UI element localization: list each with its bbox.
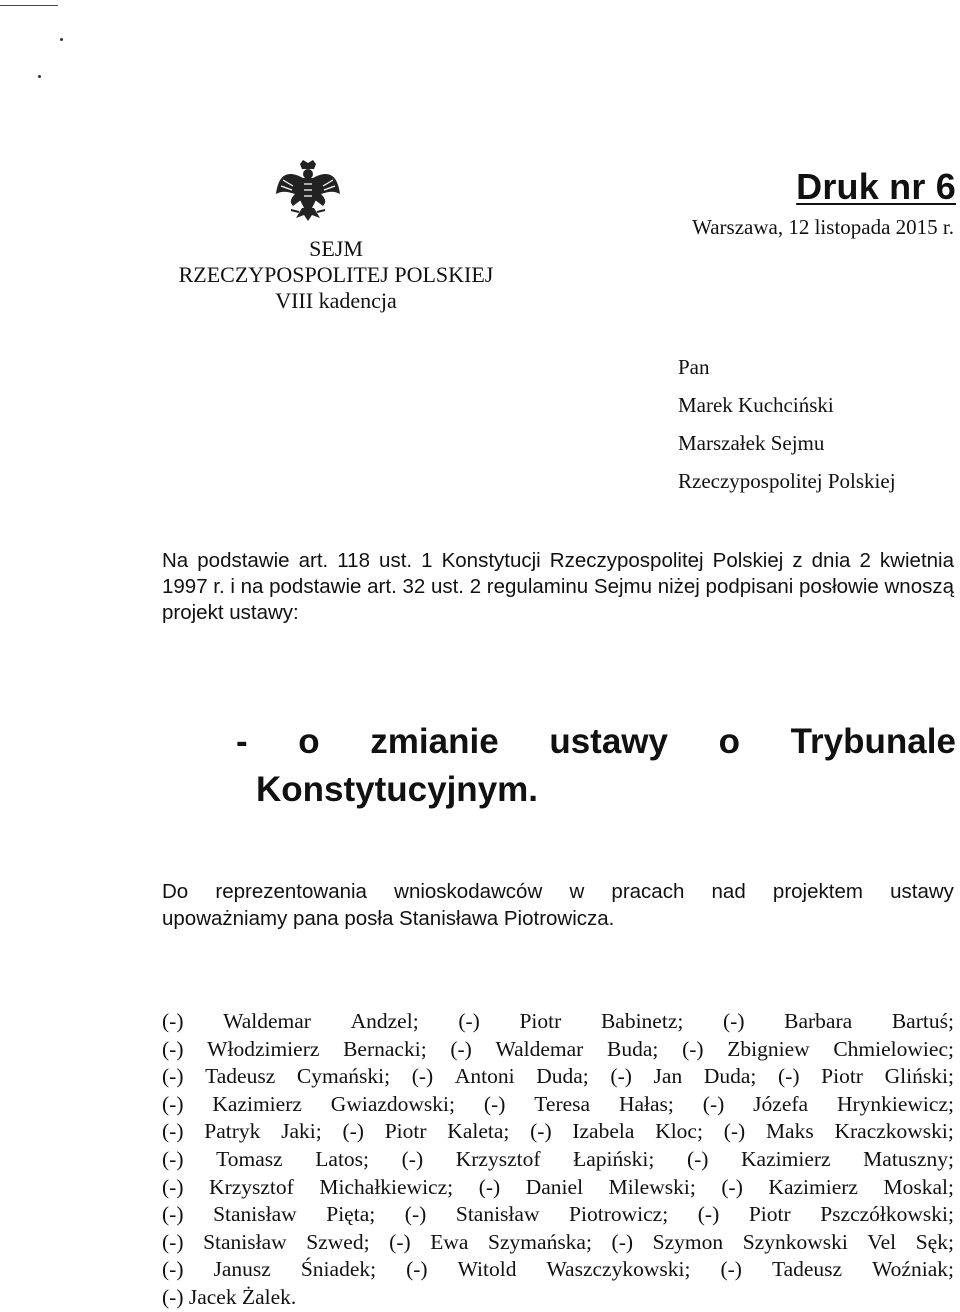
scan-speck — [60, 38, 63, 41]
word: reprezentowania — [215, 880, 367, 903]
signatory-word: (-) — [721, 1174, 743, 1199]
signatory-word: Kloc; — [655, 1119, 703, 1144]
signatory-word: Krzysztof — [209, 1174, 294, 1199]
signatory-line — [162, 1118, 954, 1146]
signatory-word: (-) — [162, 1174, 184, 1199]
signatory-word: Izabela — [572, 1119, 635, 1144]
signatory-word: (-) — [697, 1202, 720, 1227]
signatory-word: Maks — [765, 1119, 814, 1144]
signatory-word: Matuszny; — [863, 1146, 954, 1171]
signatory-word: (-) — [611, 1229, 634, 1254]
representation-paragraph — [162, 878, 954, 932]
print-number: Druk nr 6 — [796, 166, 956, 207]
institution-line: SEJM — [309, 236, 363, 261]
signatory-line — [162, 1256, 954, 1284]
signatory-word: (-) — [458, 1009, 480, 1033]
signatory-word: Tomasz — [216, 1146, 283, 1171]
signatory-word: (-) — [404, 1202, 427, 1227]
bill-title-line — [236, 718, 956, 766]
signatory-word: Hałas; — [618, 1091, 674, 1116]
signatory-word: Jan — [653, 1064, 683, 1089]
intro-paragraph: Na podstawie art. 118 ust. 1 Konstytucji Rzeczypospolitej Polskiej z dnia 2 kwietnia 1997 r. i na podstawie art. 32 ust. 2 regulaminu Sejmu niżej podpisani posłowie wnoszą projekt ustawy: — [162, 549, 954, 624]
date-line: Warszawa, 12 listopada 2015 r. — [692, 215, 954, 239]
representation-line — [162, 878, 954, 905]
bill-title — [236, 718, 956, 814]
signatory-word: Witold — [457, 1257, 517, 1282]
signatory-word: (-) — [610, 1064, 632, 1089]
signatory-word: Waldemar — [495, 1036, 584, 1061]
signatory-word: (-) — [162, 1146, 184, 1171]
signatory-word: (-) — [450, 1036, 472, 1061]
signatory-word: (-) — [162, 1036, 184, 1061]
signatory-word: Gliński; — [884, 1064, 954, 1089]
signatory-word: Antoni — [454, 1064, 515, 1089]
signatory-line — [162, 1229, 954, 1257]
signatory-line — [162, 1174, 954, 1202]
signatory-word: Patryk — [204, 1119, 261, 1144]
signatory-word: Kaleta; — [447, 1119, 510, 1144]
word: nad — [711, 880, 746, 903]
signatory-word: Andzel; — [350, 1009, 419, 1033]
signatory-word: Michałkiewicz; — [319, 1174, 454, 1199]
signatory-word: (-) — [162, 1009, 184, 1033]
signatory-word: Babinetz; — [600, 1009, 684, 1033]
title-word: o — [298, 722, 320, 761]
signatory-word: Gwiazdowski; — [330, 1091, 455, 1116]
signatory-word: Bartuś; — [891, 1009, 954, 1033]
signatory-word: (-) — [483, 1091, 506, 1116]
signatories-list — [162, 1008, 954, 1312]
signatory-word: Śniadek; — [300, 1257, 377, 1282]
polish-eagle-emblem-icon — [275, 160, 341, 222]
signatory-word: (-) — [411, 1064, 434, 1089]
word: pracach — [611, 880, 685, 903]
signatory-word: Jaki; — [281, 1119, 322, 1144]
signatory-word: Duda; — [536, 1064, 589, 1089]
signatory-word: Tadeusz — [205, 1064, 276, 1089]
signatory-word: Latos; — [315, 1146, 370, 1171]
signatory-word: Józefa — [753, 1091, 809, 1116]
signatory-word: Cymański; — [296, 1064, 391, 1089]
addressee-line: Marek Kuchciński — [678, 393, 834, 417]
title-word: ustawy — [549, 722, 668, 761]
signatory-word: (-) — [682, 1036, 704, 1061]
signatory-word: (-) — [720, 1257, 742, 1282]
signatory-word: (-) — [162, 1229, 184, 1254]
signatory-word: (-) — [530, 1119, 552, 1144]
signatory-word: Vel — [867, 1229, 897, 1254]
signatory-word: Sęk; — [915, 1229, 954, 1254]
title-word: o — [718, 722, 740, 761]
signatory-word: Bernacki; — [343, 1036, 427, 1061]
signatory-word: Piotr — [748, 1202, 791, 1227]
institution-line: RZECZYPOSPOLITEJ POLSKIEJ — [178, 262, 494, 287]
signatory-word: (-) — [478, 1174, 501, 1199]
signatory-word: Buda; — [607, 1036, 659, 1061]
signatory-word: Kazimierz — [741, 1146, 831, 1171]
signatory-word: Hrynkiewicz; — [836, 1091, 954, 1116]
signatory-line: (-) Jacek Żalek. — [162, 1284, 297, 1309]
signatory-word: Waldemar — [223, 1009, 311, 1033]
signatory-line — [162, 1091, 954, 1119]
signatory-word: (-) — [406, 1257, 428, 1282]
signatory-word: (-) — [162, 1064, 184, 1089]
signatory-word: Stanisław — [213, 1202, 297, 1227]
signatory-word: Stanisław — [203, 1229, 287, 1254]
bill-title-line: Konstytucyjnym. — [256, 770, 538, 809]
word: projektem — [772, 880, 863, 903]
word: w — [569, 880, 585, 903]
signatory-word: Włodzimierz — [207, 1036, 320, 1061]
signatory-word: (-) — [401, 1146, 424, 1171]
signatory-line — [162, 1146, 954, 1174]
signatory-word: (-) — [162, 1202, 184, 1227]
signatory-word: (-) — [162, 1119, 184, 1144]
title-word: - — [236, 722, 248, 761]
signatory-line — [162, 1008, 954, 1036]
signatory-line — [162, 1036, 954, 1064]
signatory-line — [162, 1201, 954, 1229]
signatory-word: Kazimierz — [212, 1091, 302, 1116]
word: wnioskodawców — [394, 880, 543, 903]
signatory-word: (-) — [723, 1009, 745, 1033]
signatory-word: (-) — [778, 1064, 800, 1089]
title-word: zmianie — [370, 722, 499, 761]
signatory-word: (-) — [723, 1119, 746, 1144]
addressee-line: Rzeczypospolitej Polskiej — [678, 469, 896, 493]
scan-speck — [38, 75, 41, 78]
signatory-word: Szymańska; — [488, 1229, 592, 1254]
signatory-word: Krzysztof — [455, 1146, 541, 1171]
signatory-word: Piotr — [384, 1119, 427, 1144]
signatory-word: Łapiński; — [573, 1146, 655, 1171]
addressee-block — [678, 354, 896, 506]
signatory-word: Piotrowicz; — [569, 1202, 669, 1227]
institution-header — [166, 236, 506, 314]
signatory-word: (-) — [686, 1146, 709, 1171]
signatory-word: Stanisław — [455, 1202, 540, 1227]
word: ustawy — [890, 880, 954, 903]
signatory-line — [162, 1063, 954, 1091]
signatory-word: Teresa — [534, 1091, 591, 1116]
signatory-word: Moskal; — [883, 1174, 954, 1199]
signatory-word: Kraczkowski; — [834, 1119, 954, 1144]
signatory-word: Piotr — [821, 1064, 863, 1089]
signatory-word: Janusz — [213, 1257, 271, 1282]
signatory-word: Woźniak; — [872, 1257, 954, 1282]
addressee-line: Pan — [678, 355, 710, 379]
scan-edge-line — [0, 5, 58, 6]
addressee-line: Marszałek Sejmu — [678, 431, 825, 455]
signatory-word: (-) — [162, 1257, 184, 1282]
word: Do — [162, 880, 189, 903]
signatory-word: Waszczykowski; — [546, 1257, 691, 1282]
signatory-word: Daniel — [525, 1174, 584, 1199]
institution-line: VIII kadencja — [275, 288, 397, 313]
signatory-word: Piotr — [519, 1009, 562, 1033]
signatory-word: Pszczółkowski; — [820, 1202, 954, 1227]
signatory-word: (-) — [389, 1229, 411, 1254]
signatory-word: Tadeusz — [771, 1257, 843, 1282]
signatory-word: (-) — [162, 1091, 184, 1116]
signatory-word: Szymon — [652, 1229, 724, 1254]
signatory-word: Duda; — [703, 1064, 757, 1089]
signatory-word: Pięta; — [326, 1202, 376, 1227]
signatory-word: (-) — [702, 1091, 725, 1116]
signatory-word: Kazimierz — [768, 1174, 858, 1199]
signatory-word: Barbara — [784, 1009, 853, 1033]
signatory-word: Ewa — [430, 1229, 469, 1254]
signatory-word: Chmielowiec; — [833, 1036, 954, 1061]
signatory-word: Szwed; — [306, 1229, 370, 1254]
signatory-word: (-) — [342, 1119, 364, 1144]
representation-line: upoważniamy pana posła Stanisława Piotrowicza. — [162, 907, 615, 930]
signatory-word: Szynkowski — [742, 1229, 848, 1254]
signatory-word: Milewski; — [608, 1174, 696, 1199]
title-word: Trybunale — [790, 722, 956, 761]
signatory-word: Zbigniew — [727, 1036, 810, 1061]
